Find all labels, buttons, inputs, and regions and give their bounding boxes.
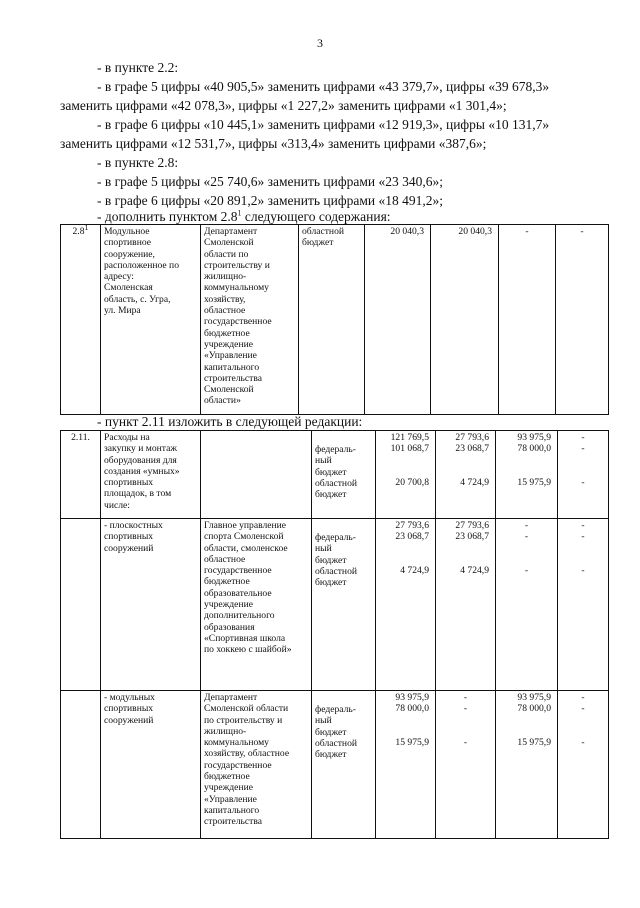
add-item-line-superscript: 1 <box>237 208 242 218</box>
text-line: государственное <box>204 759 272 771</box>
intro-line-4: - в графе 6 цифры «10 445,1» заменить цифрами «12 919,3», цифры «10 131,7» <box>97 117 550 132</box>
text-line: областной <box>315 737 358 749</box>
intro-line-3: заменить цифрами «42 078,3», цифры «1 227,2» заменить цифрами «1 301,4»; <box>60 98 507 113</box>
text-line: Главное управление <box>204 520 287 531</box>
text-line: бюджет <box>315 466 347 478</box>
text-line: областное <box>204 553 246 565</box>
text-line: учреждение <box>204 599 253 611</box>
text-line: - плоскостных <box>104 520 163 531</box>
object-cell <box>101 431 201 519</box>
text-line: «Управление <box>204 793 257 805</box>
text-line: государственное <box>204 316 272 328</box>
item-number-empty <box>61 519 101 691</box>
item-number: $2.8^1$ <box>61 225 101 415</box>
intro-line-6: - в пункте 2.8: <box>97 155 179 170</box>
text-line: областной <box>315 565 358 577</box>
text-line: строительству и <box>204 259 270 271</box>
text-line: жилищно- <box>204 725 247 737</box>
table-item-2-11 <box>60 430 609 839</box>
source-cell <box>299 225 365 415</box>
intro-line-1: - в пункте 2.2: <box>97 60 179 75</box>
text-line: «Управление <box>204 350 257 362</box>
item-number-empty <box>61 691 101 839</box>
text-line: сооружений <box>104 542 154 554</box>
total-cell: 27 793,6 23 068,7 4 724,9 <box>376 519 436 691</box>
source-cell <box>312 431 376 519</box>
source-cell <box>312 691 376 839</box>
add-item-line <box>97 209 391 225</box>
object-cell <box>101 519 201 691</box>
text-line: бюджет <box>302 237 334 249</box>
text-line: спортивное <box>104 237 152 249</box>
text-line: государственное <box>204 565 272 577</box>
text-line: создания «умных» <box>104 465 180 477</box>
intro-line-2: - в графе 5 цифры «40 905,5» заменить цифрами «43 379,7», цифры «39 678,3» <box>97 79 550 94</box>
text-line: бюджетное <box>204 771 250 783</box>
text-line: оборудования для <box>104 454 177 466</box>
page-number: 3 <box>317 36 323 50</box>
source-cell <box>312 519 376 691</box>
text-line: ный <box>315 455 332 467</box>
text-line: учреждение <box>204 782 253 794</box>
text-line: расположенное по <box>104 259 179 271</box>
year2-cell: - - - <box>496 519 558 691</box>
text-line: спортивных <box>104 531 154 543</box>
text-line: бюджет <box>315 577 347 589</box>
text-line: Смоленской области <box>204 703 289 715</box>
object-cell <box>101 691 201 839</box>
year2-cell: - <box>499 225 556 415</box>
text-line: федераль- <box>315 704 356 715</box>
text-line: образовательное <box>204 587 272 599</box>
table-row <box>61 519 609 691</box>
text-line: - модульных <box>104 692 155 703</box>
year2-cell: 93 975,9 78 000,0 15 975,9 <box>496 691 558 839</box>
year3-cell: - - - <box>558 691 609 839</box>
add-item-line-text: - дополнить пунктом 2.8 <box>97 209 238 224</box>
text-line: хозяйству, <box>204 293 246 305</box>
text-line: бюджет <box>315 726 347 738</box>
text-line: площадок, в том <box>104 488 172 500</box>
text-line: «Спортивная школа <box>204 632 286 644</box>
text-line: по строительству и <box>204 714 283 726</box>
text-line: по хоккею с шайбой» <box>204 644 292 656</box>
text-line: бюджет <box>315 554 347 566</box>
text-line: областной <box>315 477 358 489</box>
text-line: строительства <box>204 372 263 384</box>
text-line: капитального <box>204 361 260 373</box>
intro-line-8: - в графе 6 цифры «20 891,2» заменить цифрами «18 491,2»; <box>97 193 443 208</box>
text-line: бюджет <box>315 489 347 501</box>
text-line: Департамент <box>204 692 258 703</box>
text-line: бюджетное <box>204 576 250 588</box>
text-line: строительства <box>204 816 263 828</box>
total-cell: 93 975,9 78 000,0 15 975,9 <box>376 691 436 839</box>
text-line: спортивных <box>104 477 154 489</box>
table-row <box>61 431 609 519</box>
item-number: 2.11. <box>61 431 101 519</box>
year1-cell: 27 793,6 23 068,7 4 724,9 <box>436 431 496 519</box>
text-line: ный <box>315 715 332 727</box>
add-item-line-rest: следующего содержания: <box>241 209 391 224</box>
mid-line: - пункт 2.11 изложить в следующей редакции: <box>97 414 363 429</box>
text-line: области, смоленское <box>204 542 288 554</box>
text-line: бюджет <box>315 749 347 761</box>
text-line: Смоленской <box>204 237 254 249</box>
text-line: областное <box>204 305 246 317</box>
total-cell: 20 040,3 <box>365 225 431 415</box>
intro-line-5: заменить цифрами «12 531,7», цифры «313,4» заменить цифрами «387,6»; <box>60 136 487 151</box>
text-line: коммунальному <box>204 282 269 294</box>
year3-cell: - <box>556 225 609 415</box>
text-line: хозяйству, областное <box>204 748 290 760</box>
text-line: области по <box>204 248 249 260</box>
text-line: образования <box>204 621 255 633</box>
text-line: сооружение, <box>104 248 155 260</box>
text-line: Расходы на <box>104 432 150 443</box>
text-line: Департамент <box>204 226 258 237</box>
year1-cell: - - - <box>436 691 496 839</box>
text-line: федераль- <box>315 532 356 543</box>
intro-line-7: - в графе 5 цифры «25 740,6» заменить цифрами «23 340,6»; <box>97 174 443 189</box>
text-line: ул. Мира <box>104 305 141 317</box>
text-line: спортивных <box>104 703 154 715</box>
text-line: области» <box>204 395 241 407</box>
object-cell <box>101 225 201 415</box>
year3-cell: - - - <box>558 519 609 691</box>
executor-cell <box>201 691 312 839</box>
year1-cell: 27 793,6 23 068,7 4 724,9 <box>436 519 496 691</box>
year1-cell: 20 040,3 <box>431 225 499 415</box>
text-line: дополнительного <box>204 610 275 622</box>
table-row <box>61 691 609 839</box>
text-line: адресу: <box>104 271 134 283</box>
text-line: коммунальному <box>204 737 269 749</box>
text-line: область, с. Угра, <box>104 293 171 305</box>
executor-cell <box>201 431 312 519</box>
text-line: сооружений <box>104 714 154 726</box>
table-row <box>61 225 609 415</box>
text-line: капитального <box>204 804 260 816</box>
text-line: жилищно- <box>204 271 247 283</box>
executor-cell <box>201 225 299 415</box>
text-line: закупку и монтаж <box>104 443 177 455</box>
text-line: областной <box>302 226 345 237</box>
executor-cell <box>201 519 312 691</box>
text-line: бюджетное <box>204 327 250 339</box>
text-line: Смоленская <box>104 282 153 294</box>
text-line: федераль- <box>315 444 356 455</box>
table-item-2-8-1 <box>60 224 609 415</box>
text-line: числе: <box>104 499 130 511</box>
total-cell: 121 769,5 101 068,7 20 700,8 <box>376 431 436 519</box>
text-line: учреждение <box>204 338 253 350</box>
text-line: спорта Смоленской <box>204 531 284 543</box>
text-line: Смоленской <box>204 384 254 396</box>
text-line: ный <box>315 543 332 555</box>
year2-cell: 93 975,9 78 000,0 15 975,9 <box>496 431 558 519</box>
text-line: Модульное <box>104 226 150 237</box>
year3-cell: - - - <box>558 431 609 519</box>
